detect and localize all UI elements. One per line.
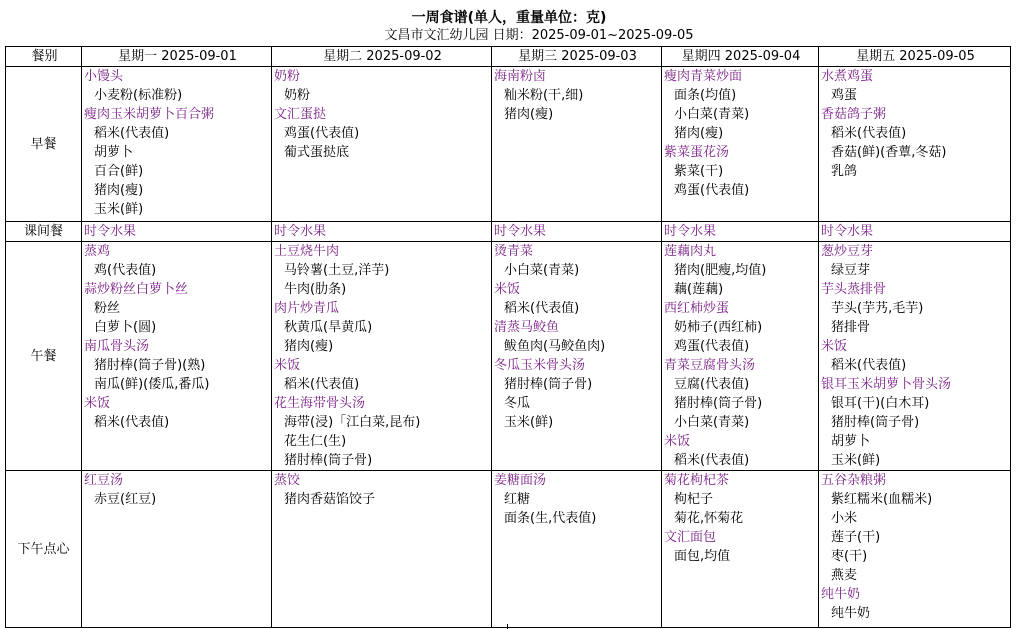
menu-cell [492,222,662,242]
dish-name: 米饭 [274,358,301,373]
meal-label: 课间餐 [6,222,82,242]
menu-cell [819,242,1011,471]
ingredient: 赤豆(红豆) [94,492,157,507]
menu-cell [662,222,819,242]
ingredient: 莲子(干) [831,530,881,545]
ingredient: 稻米(代表值) [284,377,360,392]
ingredient: 面条(均值) [674,88,737,103]
dish-name: 葱炒豆芽 [821,244,874,259]
dish-name: 文汇蛋挞 [274,107,327,122]
ingredient: 猪肘棒(筒子骨) [284,453,373,468]
dish-name: 蒸饺 [274,473,301,488]
ingredient: 粉丝 [94,301,121,316]
dish-name: 米饭 [664,434,691,449]
meal-row [6,242,1011,471]
ingredient: 奶粉 [284,88,311,103]
meal-label: 早餐 [6,67,82,222]
ingredient: 菊花,怀菊花 [674,511,744,526]
meal-label: 午餐 [6,242,82,471]
menu-cell [819,67,1011,222]
ingredient: 猪肉(瘦) [284,339,334,354]
ingredient: 花生仁(生) [284,434,347,449]
ingredient: 小白菜(青菜) [504,263,580,278]
dish-name: 西红柿炒蛋 [664,301,730,316]
ingredient: 猪肉(肥瘦,均值) [674,263,767,278]
dish-name: 瘦肉青菜炒面 [664,69,743,84]
menu-cell [492,242,662,471]
ingredient: 冬瓜 [504,396,531,411]
dish-name: 姜糖面汤 [494,473,547,488]
ingredient: 籼米粉(干,细) [504,88,584,103]
menu-cell [82,222,272,242]
meal-row [6,67,1011,222]
ingredient: 小米 [831,511,858,526]
dish-name: 海南粉卤 [494,69,547,84]
dish-name: 五谷杂粮粥 [821,473,887,488]
dish-name: 香菇鸽子粥 [821,107,887,122]
ingredient: 南瓜(鲜)(倭瓜,番瓜) [94,377,210,392]
dish-name: 时令水果 [494,224,547,239]
menu-cell [272,471,492,628]
meal-row [6,222,1011,242]
dish-name: 时令水果 [664,224,717,239]
ingredient: 豆腐(代表值) [674,377,750,392]
ingredient: 银耳(干)(白木耳) [831,396,930,411]
ingredient: 稻米(代表值) [504,301,580,316]
dish-name: 烫青菜 [494,244,534,259]
ingredient: 面包,均值 [674,549,731,564]
header-meal: 餐别 [6,47,82,67]
ingredient: 小白菜(青菜) [674,415,750,430]
dish-name: 花生海带骨头汤 [274,396,366,411]
ingredient: 鸡蛋(代表值) [674,183,750,198]
page-title: 一周食谱(单人，重量单位：克) [411,10,607,26]
menu-cell [272,67,492,222]
ingredient: 奶柿子(西红柿) [674,320,763,335]
dish-name: 蒜炒粉丝白萝卜丝 [84,282,189,297]
dish-name: 紫菜蛋花汤 [664,145,730,160]
dish-name: 时令水果 [84,224,137,239]
dish-name: 瘦肉玉米胡萝卜百合粥 [84,107,215,122]
ingredient: 葡式蛋挞底 [284,145,350,160]
ingredient: 胡萝卜 [831,434,871,449]
menu-cell [819,222,1011,242]
ingredient: 稻米(代表值) [94,415,170,430]
menu-cell [82,67,272,222]
header-day-4: 星期四 2025-09-04 [662,47,819,67]
ingredient: 牛肉(肋条) [284,282,347,297]
dish-name: 莲藕肉丸 [664,244,717,259]
ingredient: 玉米(鲜) [504,415,554,430]
dish-name: 冬瓜玉米骨头汤 [494,358,586,373]
dish-name: 红豆汤 [84,473,124,488]
page-subtitle: 文昌市文汇幼儿园 日期：2025-09-01~2025-09-05 [384,28,694,43]
dish-name: 时令水果 [821,224,874,239]
dish-name: 小馒头 [84,69,124,84]
ingredient: 面条(生,代表值) [504,511,597,526]
ingredient: 玉米(鲜) [831,453,881,468]
header-row [6,47,1011,67]
meal-row [6,471,1011,628]
dish-name: 银耳玉米胡萝卜骨头汤 [821,377,952,392]
ingredient: 小白菜(青菜) [674,107,750,122]
dish-name: 肉片炒青瓜 [274,301,340,316]
ingredient: 乳鸽 [831,164,858,179]
dish-name: 青菜豆腐骨头汤 [664,358,756,373]
ingredient: 鲅鱼肉(马鲛鱼肉) [504,339,606,354]
dish-name: 土豆烧牛肉 [274,244,340,259]
ingredient: 稻米(代表值) [831,358,907,373]
ingredient: 玉米(鲜) [94,202,144,217]
ingredient: 绿豆芽 [831,263,871,278]
ingredient: 白萝卜(圆) [94,320,157,335]
ingredient: 胡萝卜 [94,145,134,160]
menu-cell [492,471,662,628]
ingredient: 枸杞子 [674,492,714,507]
ingredient: 芋头(芋艿,毛芋) [831,301,924,316]
dish-name: 南瓜骨头汤 [84,339,150,354]
ingredient: 猪肘棒(筒子骨) [504,377,593,392]
ingredient: 海带(浸)「江白菜,昆布) [284,415,421,430]
dish-name: 米饭 [84,396,111,411]
ingredient: 红糖 [504,492,531,507]
ingredient: 猪肉(瘦) [94,183,144,198]
menu-cell [492,67,662,222]
header-day-5: 星期五 2025-09-05 [819,47,1011,67]
menu-cell [819,471,1011,628]
header-day-3: 星期三 2025-09-03 [492,47,662,67]
dish-name: 菊花枸杞茶 [664,473,730,488]
dish-name: 水煮鸡蛋 [821,69,874,84]
ingredient: 纯牛奶 [831,606,871,621]
ingredient: 猪肘棒(筒子骨) [674,396,763,411]
weekly-menu-table [5,46,1011,628]
dish-name: 时令水果 [274,224,327,239]
ingredient: 猪肉(瘦) [504,107,554,122]
ingredient: 猪肘棒(筒子骨) [831,415,920,430]
dish-name: 清蒸马鲛鱼 [494,320,560,335]
ingredient: 猪排骨 [831,320,871,335]
menu-cell [272,222,492,242]
ingredient: 鸡蛋(代表值) [674,339,750,354]
ingredient: 紫红糯米(血糯米) [831,492,933,507]
dish-name: 米饭 [494,282,521,297]
dish-name: 芋头蒸排骨 [821,282,887,297]
header-day-1: 星期一 2025-09-01 [82,47,272,67]
ingredient: 马铃薯(土豆,洋芋) [284,263,390,278]
ingredient: 香菇(鲜)(香蕈,冬菇) [831,145,947,160]
ingredient: 枣(干) [831,549,868,564]
ingredient: 百合(鲜) [94,164,144,179]
dish-name: 米饭 [821,339,848,354]
ingredient: 鸡(代表值) [94,263,157,278]
dish-name: 奶粉 [274,69,301,84]
menu-cell [272,242,492,471]
ingredient: 鸡蛋 [831,88,858,103]
menu-cell [662,242,819,471]
meal-label: 下午点心 [6,471,82,628]
ingredient: 猪肉香菇馅饺子 [284,492,376,507]
menu-cell [662,67,819,222]
divider-tick [507,624,508,629]
menu-cell [662,471,819,628]
ingredient: 燕麦 [831,568,858,583]
header-day-2: 星期二 2025-09-02 [272,47,492,67]
ingredient: 藕(莲藕) [674,282,724,297]
ingredient: 鸡蛋(代表值) [284,126,360,141]
dish-name: 文汇面包 [664,530,717,545]
ingredient: 紫菜(干) [674,164,724,179]
ingredient: 稻米(代表值) [674,453,750,468]
ingredient: 稻米(代表值) [831,126,907,141]
ingredient: 秋黄瓜(旱黄瓜) [284,320,373,335]
dish-name: 纯牛奶 [821,587,861,602]
menu-cell [82,242,272,471]
ingredient: 猪肉(瘦) [674,126,724,141]
ingredient: 稻米(代表值) [94,126,170,141]
ingredient: 猪肘棒(筒子骨)(熟) [94,358,206,373]
ingredient: 小麦粉(标准粉) [94,88,183,103]
dish-name: 蒸鸡 [84,244,111,259]
menu-cell [82,471,272,628]
